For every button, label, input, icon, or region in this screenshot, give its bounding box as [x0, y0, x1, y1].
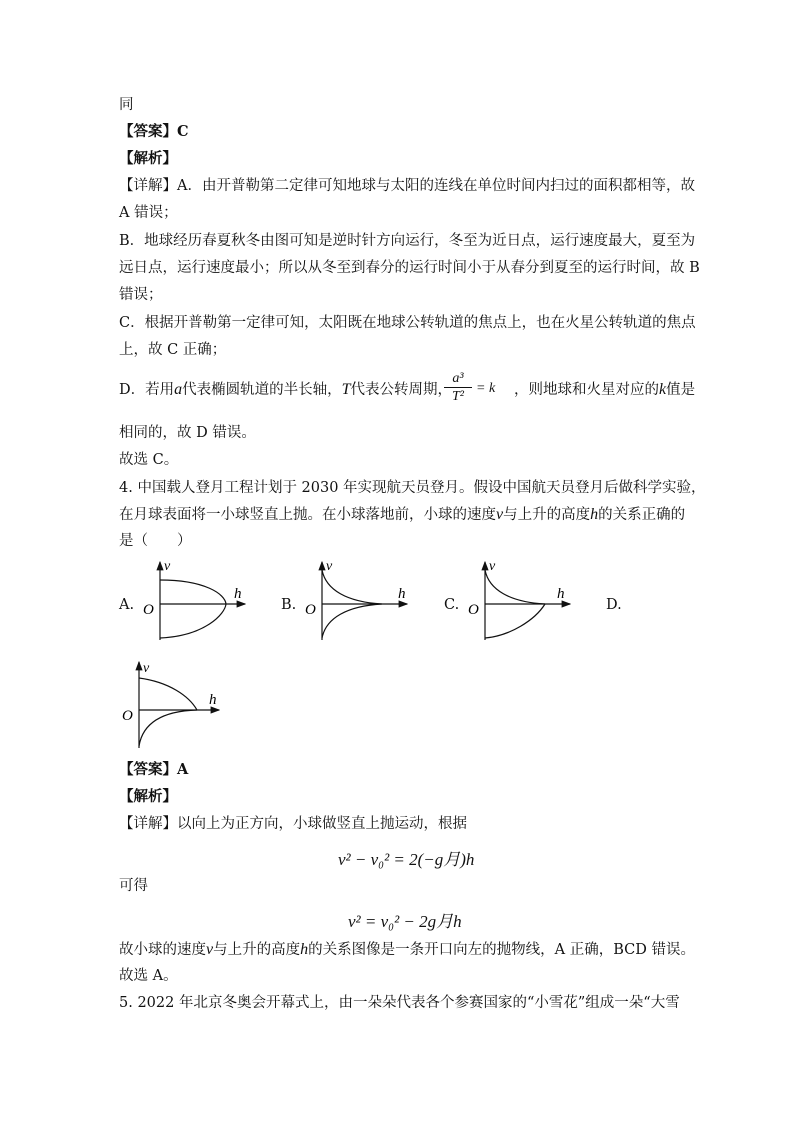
question-5-line: 5. 2022 年北京冬奥会开幕式上，由一朵朵代表各个参赛国家的“小雪花”组成一朵“大雪: [119, 995, 680, 1011]
text-line-d: [119, 380, 695, 400]
text-span: 的关系正确的: [598, 507, 686, 523]
question-4-line: 4. 中国载人登月工程计划于 2030 年实现航天员登月。假设中国航天员登月后做科学实验，: [119, 480, 706, 496]
text-line: 故选 A。: [119, 968, 178, 984]
h-label: h: [398, 586, 406, 602]
text-span: 的关系图像是一条开口向左的抛物线，A 正确，BCD 错误。: [308, 942, 695, 958]
text-line: 远日点，运行速度最小；所以从冬至到春分的运行时间小于从春分到夏至的运行时间，故 B: [119, 260, 700, 276]
kepler-fraction: [444, 370, 472, 405]
text-span: 代表椭圆轨道的半长轴，: [182, 382, 342, 398]
text-line: 相同的，故 D 错误。: [119, 425, 256, 441]
text-line: 上，故 C 正确；: [119, 342, 227, 358]
text-line: C．根据开普勒第一定律可知，太阳既在地球公转轨道的焦点上，也在火星公转轨道的焦点: [119, 315, 696, 331]
var-k: k: [659, 381, 667, 398]
text-line: 【详解】以向上为正方向，小球做竖直上抛运动，根据: [119, 816, 467, 832]
var-h: h: [300, 941, 309, 958]
v-label: v: [164, 559, 171, 574]
text-span: 与上升的高度: [503, 507, 591, 523]
equation-1: v² − v₀² = 2(−g月)h: [338, 850, 475, 869]
graph-option-a: [140, 558, 250, 643]
curve-upper: [485, 570, 545, 604]
var-v: v: [496, 506, 504, 523]
var-a: a: [174, 381, 183, 398]
equation-2: v² = v₀² − 2g月h: [348, 912, 462, 931]
h-label: h: [234, 586, 242, 602]
text-span: 故小球的速度: [119, 942, 206, 958]
answer-label: 【答案】A: [119, 761, 189, 778]
graph-option-b: [302, 558, 412, 643]
option-b-label: B.: [281, 597, 297, 613]
analysis-label: 【解析】: [119, 788, 177, 805]
graph-option-d: [119, 658, 229, 750]
question-4-line: [119, 505, 685, 525]
text-line: B．地球经历春夏秋冬由图可知是逆时针方向运行，冬至为近日点，运行速度最大，夏至为: [119, 233, 696, 249]
text-line: A 错误；: [119, 205, 178, 221]
origin-label: O: [122, 708, 133, 724]
text-span: 值是: [666, 382, 696, 398]
curve: [160, 580, 226, 638]
text-line: 错误；: [119, 287, 163, 303]
text-span: D．若用: [119, 382, 175, 398]
text-line: [119, 940, 695, 960]
curve-lower: [485, 604, 545, 638]
question-4-line: 是（ ）: [119, 533, 192, 549]
analysis-label: 【解析】: [119, 150, 177, 167]
graph-option-c: [465, 558, 575, 643]
text-span: 与上升的高度: [213, 942, 301, 958]
h-label: h: [209, 692, 217, 708]
text-line: 同: [119, 97, 134, 113]
h-label: h: [557, 586, 565, 602]
text-span: 代表公转周期，: [350, 382, 453, 398]
v-label: v: [326, 559, 333, 574]
var-T: T: [341, 381, 351, 398]
option-c-label: C.: [444, 597, 460, 613]
v-label: v: [489, 559, 496, 574]
text-span: 在月球表面将一小球竖直上抛。在小球落地前，小球的速度: [119, 507, 496, 523]
origin-label: O: [143, 602, 154, 618]
text-line: 【详解】A．由开普勒第二定律可知地球与太阳的连线在单位时间内扫过的面积都相等，故: [119, 178, 695, 194]
v-label: v: [143, 661, 150, 676]
fraction-denominator: T²: [452, 389, 464, 404]
var-h: h: [590, 506, 599, 523]
text-line: 故选 C。: [119, 452, 179, 468]
fraction-rhs: = k: [476, 381, 496, 396]
var-v: v: [206, 941, 214, 958]
option-d-label: D.: [606, 597, 622, 613]
origin-label: O: [468, 602, 479, 618]
fraction-numerator: a³: [444, 370, 472, 388]
origin-label: O: [305, 602, 316, 618]
text-line: 可得: [119, 878, 148, 894]
text-span: ，则地球和火星对应的: [514, 382, 660, 398]
answer-label: 【答案】C: [119, 123, 189, 140]
curve-lower: [139, 710, 197, 746]
curve-upper: [139, 678, 197, 710]
option-a-label: A.: [119, 597, 135, 613]
